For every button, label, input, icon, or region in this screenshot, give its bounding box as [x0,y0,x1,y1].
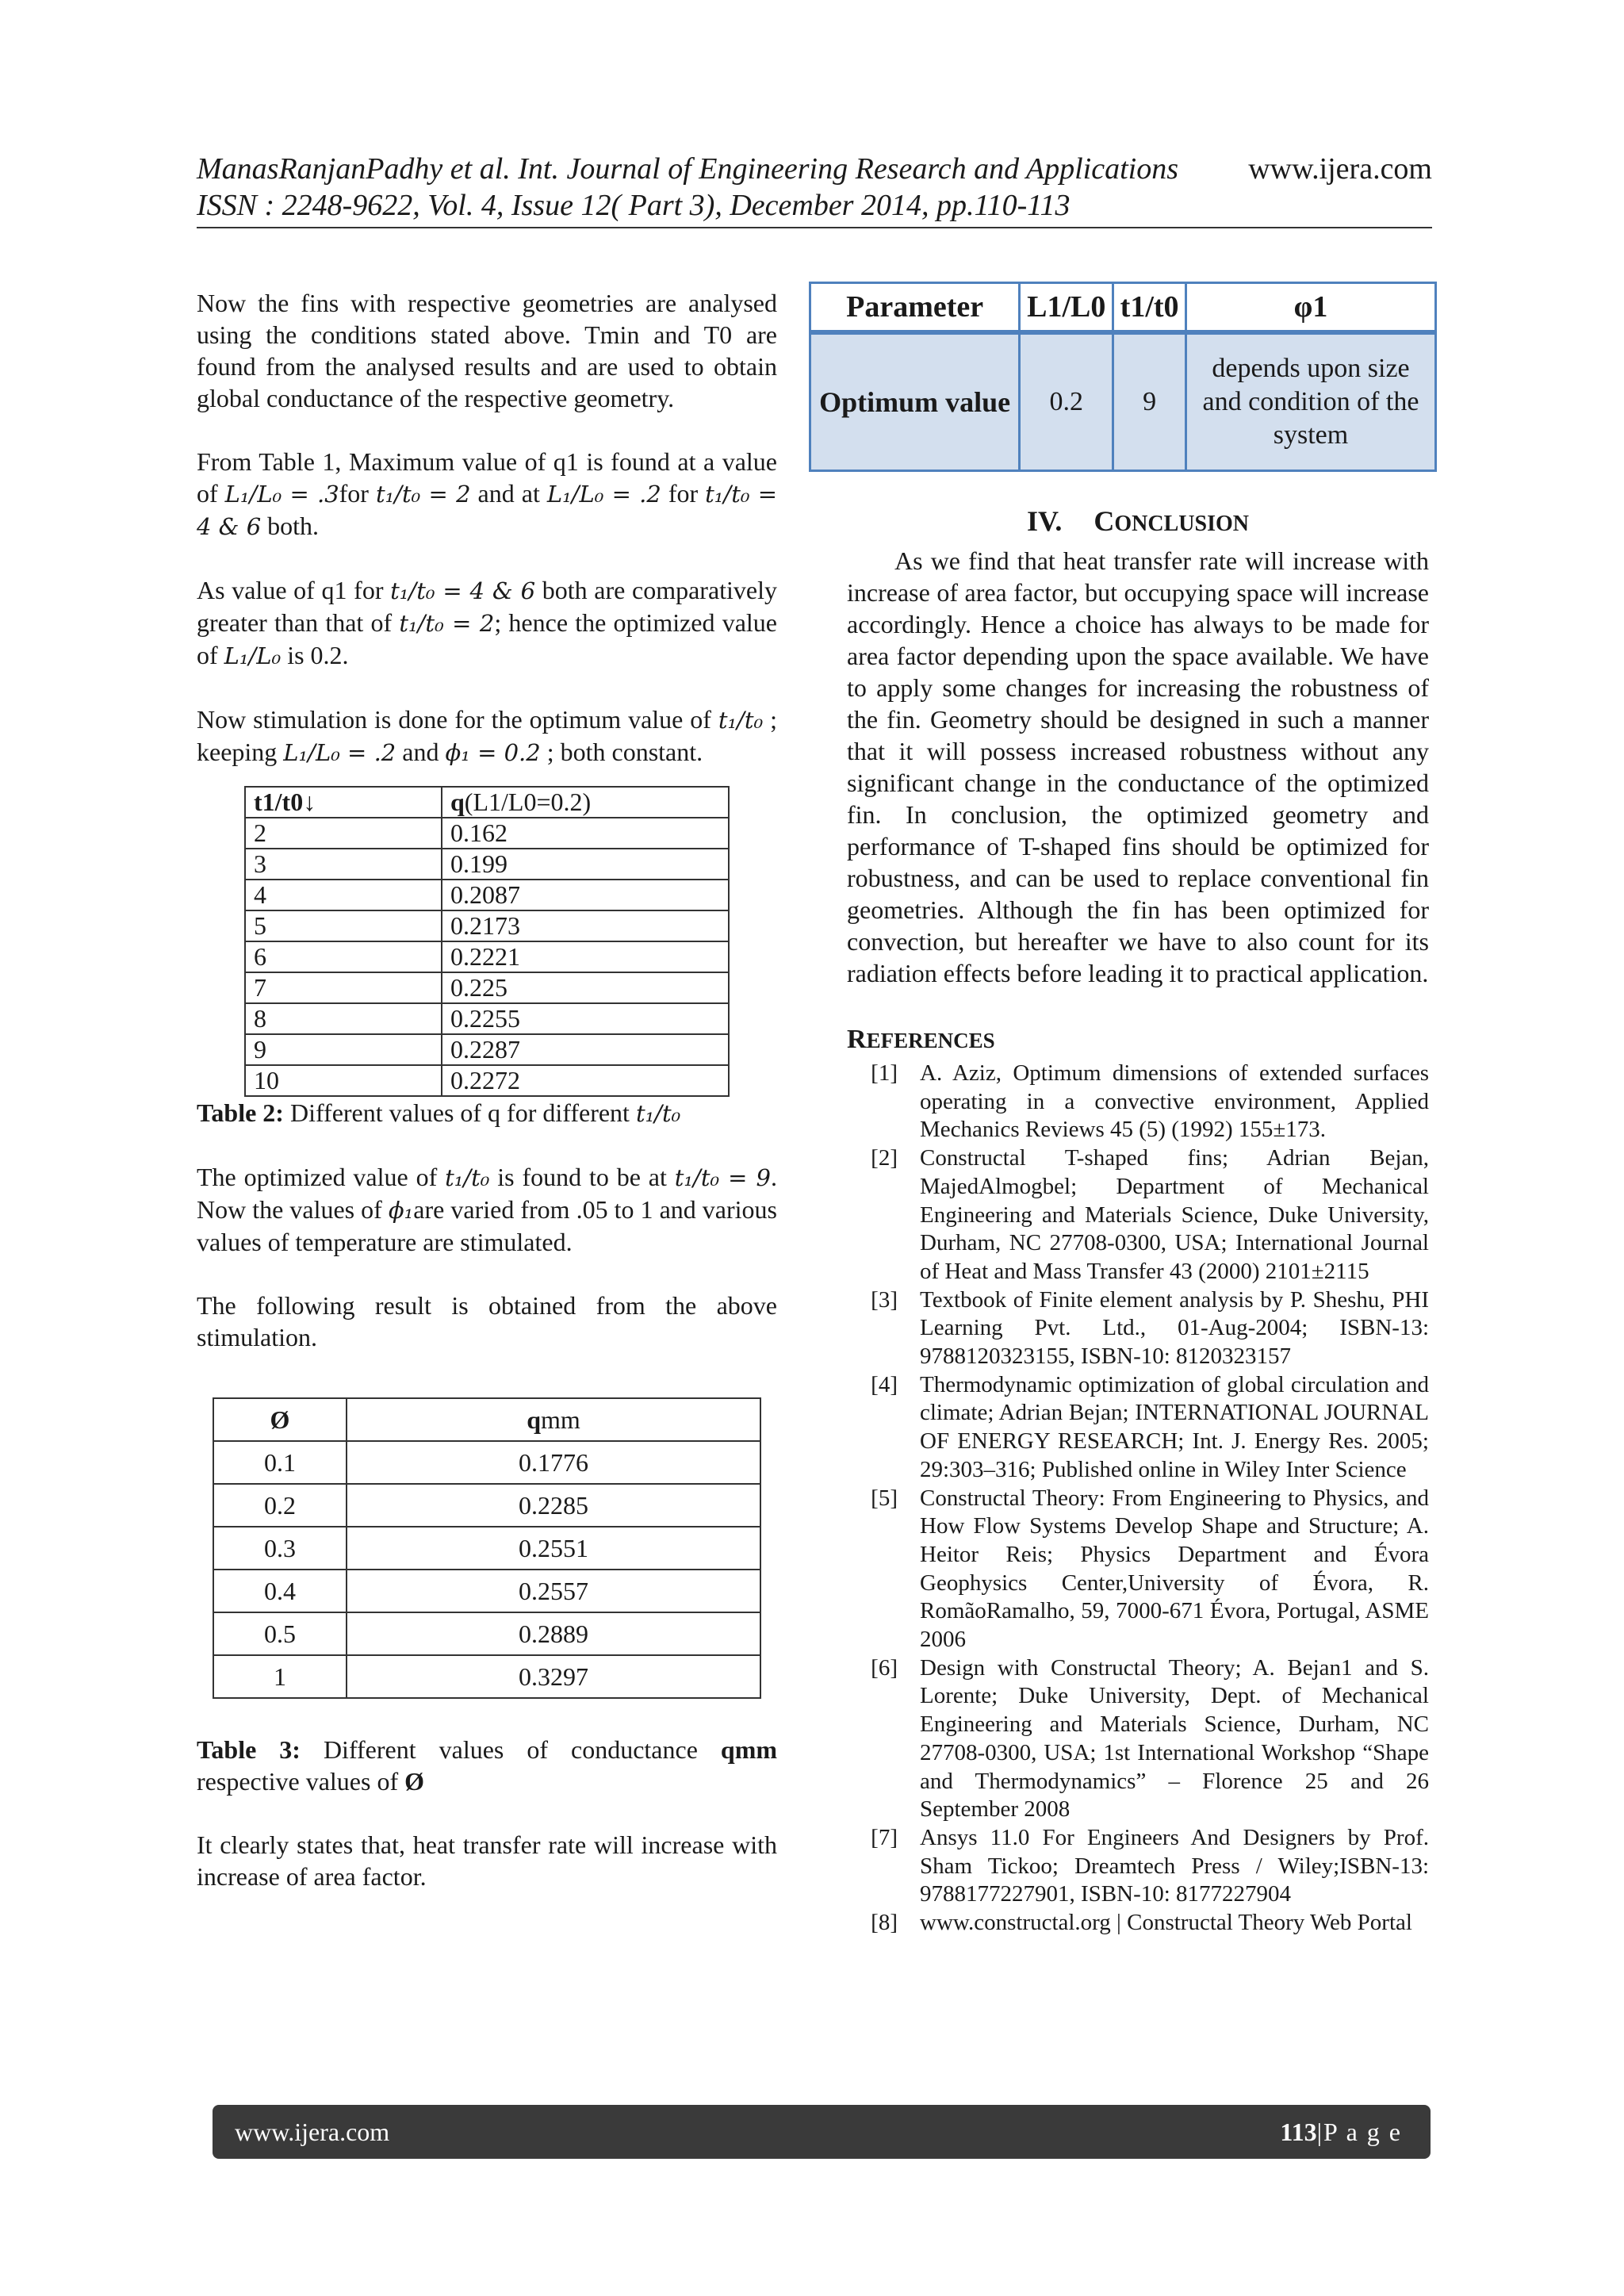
table-2-header-q: q(L1/L0=0.2) [442,787,729,818]
paragraph-stimulation: Now stimulation is done for the optimum value of t₁/t₀ ; keeping L₁/L₀ = .2 and ϕ₁ = 0.2 ; both constant. [197,705,778,766]
table-2 [244,786,730,1097]
table-3 [213,1397,761,1699]
journal-authors-title: ManasRanjanPadhy et al. Int. Journal of Engineering Research and Applications [197,152,1178,186]
paragraph-optimized-value: The optimized value of t₁/t₀ is found to be at t₁/t₀ = 9. Now the values of ϕ₁are varied from .05 to 1 and various values of temperature are stimulated. [197,1163,778,1256]
table-row: 4 0.2087 [245,880,729,910]
table-3-caption: Table 3: Different values of conductance qmm respective values of Ø [197,1735,778,1796]
list-item: [3] Textbook of Finite element analysis by P. Sheshu, PHI Learning Pvt. Ltd., 01-Aug-2004; ISBN-13: 9788120323155, ISBN-10: 8120323157 [871,1286,1429,1370]
optimum-value-row [810,332,1436,471]
table-row: 0.5 0.2889 [213,1612,760,1655]
paragraph-fins-analysis: Now the fins with respective geometries are analysed using the conditions stated above. Tmin and T0 are found from the analysed results and are used to obtain global conductance of the respective geometry. [197,289,777,412]
table-row: 8 0.2255 [245,1003,729,1034]
header-rule [197,227,1432,228]
table-row: 7 0.225 [245,972,729,1003]
running-header [197,151,1432,224]
paragraph-result-intro: The following result is obtained from the above stimulation. [197,1291,777,1351]
paragraph-q1-comparison: As value of q1 for t₁/t₀ = 4 & 6 both are comparatively greater than that of t₁/t₀ = 2; hence the optimized value of L₁/L₀ is 0.2. [197,576,778,669]
list-item: [7] Ansys 11.0 For Engineers And Designers by Prof. Sham Tickoo; Dreamtech Press / Wiley;ISBN-13: 9788177227901, ISBN-10: 8177227904 [871,1824,1429,1907]
list-item: [5] Constructal Theory: From Engineering to Physics, and How Flow Systems Develop Shape and Structure; A. Heitor Reis; Physics Department and Évora Geophysics Center,University of Évora, R. RomãoRamalho, 59, 7000-671 Évora, Portugal, ASME 2006 [871,1485,1429,1653]
paragraph-table1-max: From Table 1, Maximum value of q1 is found at a value of L₁/L₀ = .3for t₁/t₀ = 2 and at L₁/L₀ = .2 for t₁/t₀ = 4 & 6 both. [197,447,778,540]
header-phi1: φ1 [1186,283,1436,333]
list-item: [6] Design with Constructal Theory; A. Bejan1 and S. Lorente; Duke University, Dept. of Mechanical Engineering and Materials Science, Durham, NC 27708-0300, USA; 1st International Workshop “Shape and Thermodynamics” – Florence 25 and 26 September 2008 [871,1654,1429,1823]
table-3-header-qmm: qmm [347,1398,760,1441]
optimum-l1l0-value: 0.2 [1020,332,1113,471]
table-row: 2 0.162 [245,818,729,849]
header-parameter: Parameter [810,283,1020,333]
table-row: 6 0.2221 [245,941,729,972]
references-list [847,1060,1429,1938]
parameter-header-row [810,283,1436,333]
optimum-t1t0-value: 9 [1113,332,1186,471]
optimum-parameter-table [809,282,1437,472]
table-row: 1 0.3297 [213,1655,760,1698]
table-row: 0.4 0.2557 [213,1570,760,1612]
list-item: [1] A. Aziz, Optimum dimensions of extended surfaces operating in a convective environment, Applied Mechanics Reviews 45 (5) (1992) 155±173. [871,1060,1429,1143]
left-column [197,287,777,1924]
page-number: 113|P a g e [1280,2117,1402,2146]
table-2-caption: Table 2: Different values of q for different t₁/t₀ [197,1098,681,1127]
footer-site-link[interactable]: www.ijera.com [235,2117,390,2146]
header-t1t0: t1/t0 [1113,283,1186,333]
table-row: 10 0.2272 [245,1065,729,1096]
issn-line: ISSN : 2248-9622, Vol. 4, Issue 12( Part 3), December 2014, pp.110-113 [197,189,1071,222]
table-row: 3 0.199 [245,849,729,880]
list-item: [2] Constructal T-shaped fins; Adrian Bejan, MajedAlmogbel; Department of Mechanical Engineering and Materials Science, Duke University, Durham, NC 27708-0300, USA; International Journal of Heat and Mass Transfer 43 (2000) 2101±2115 [871,1145,1429,1284]
table-row: 9 0.2287 [245,1034,729,1065]
list-item: [8] www.constructal.org | Constructal Theory Web Portal [871,1910,1412,1936]
header-site-link[interactable]: www.ijera.com [1248,152,1432,186]
table-row: 5 0.2173 [245,910,729,941]
right-column [819,282,1429,1938]
table-3-header-row [213,1398,760,1441]
page-footer [213,2105,1431,2159]
table-2-header-t1t0: t1/t0↓ [245,787,442,818]
list-item: [4] Thermodynamic optimization of global circulation and climate; Adrian Bejan; INTERNATIONAL JOURNAL OF ENERGY RESEARCH; Int. J. Energy Res. 2005; 29:303–316; Published online in Wiley Inter Science [871,1371,1429,1482]
section-heading-conclusion: IV. CONCLUSION [1027,505,1249,537]
optimum-phi1-value: depends upon size and condition of the system [1186,332,1436,471]
table-2-header-row [245,787,729,818]
optimum-value-label: Optimum value [810,332,1020,471]
conclusion-text: As we find that heat transfer rate will increase with increase of area factor, but occupying space will increase accordingly. Hence a choice has always to be made for area factor depending upon the space available. We have to apply some changes for increasing the robustness of the fin. Geometry should be designed in such a manner that it will possess increased robustness without any significant change in the conductance of the optimized fin. In conclusion, the optimized geometry and performance of T-shaped fins should be optimized for robustness, and can be used to replace conventional fin geometries. Although the fin has been optimized for convection, but hereafter we have to also count for its radiation effects before leading it to practical application. [847,546,1429,987]
table-3-header-phi: Ø [213,1398,347,1441]
paragraph-conclusion-short: It clearly states that, heat transfer rate will increase with increase of area factor. [197,1830,777,1891]
references-heading: REFERENCES [847,1025,995,1054]
table-row: 0.3 0.2551 [213,1527,760,1570]
header-l1l0: L1/L0 [1020,283,1113,333]
table-row: 0.2 0.2285 [213,1484,760,1527]
table-row: 0.1 0.1776 [213,1441,760,1484]
